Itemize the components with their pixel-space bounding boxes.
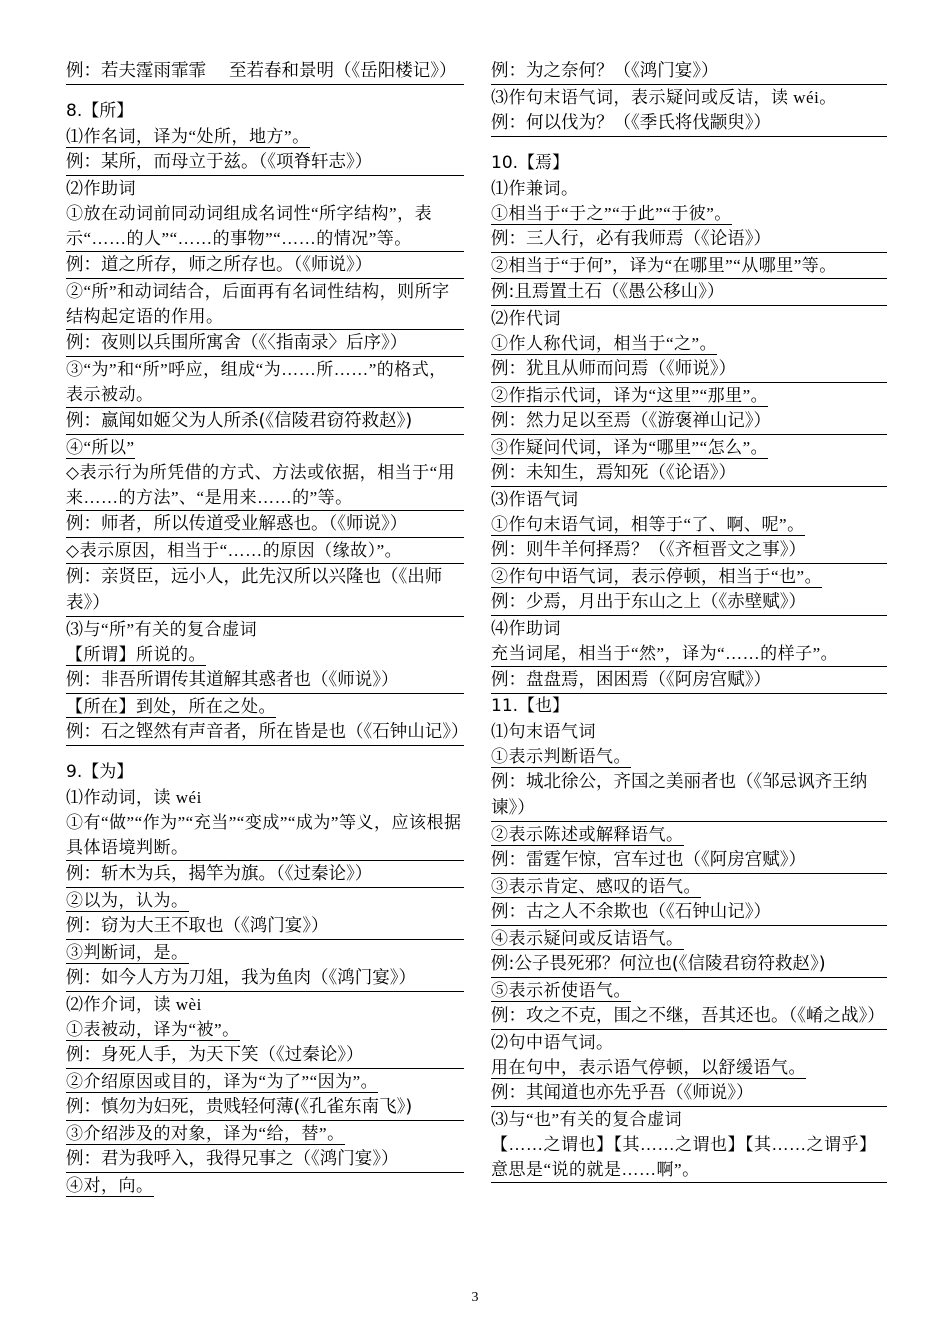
page-number: 3 — [471, 1290, 479, 1305]
underlined-text: ④“所以” — [66, 438, 135, 457]
example-line: 例：犹且从师而问焉（《师说》） — [491, 356, 887, 383]
underlined-text: ⑤表示祈使语气。 — [491, 981, 631, 1000]
example-line: 例：君为我呼入，我得兄事之（《鸿门宴》） — [66, 1146, 464, 1173]
underlined-text: ③表示肯定、感叹的语气。 — [491, 877, 701, 896]
example-line: 例:公子畏死邪？何泣也(《信陵君窃符救赵》) — [491, 951, 887, 978]
definition-line: 【……之谓也】【其……之谓也】【其……之谓乎】意思是“说的就是……啊”。 — [491, 1132, 887, 1183]
definition-line — [66, 694, 464, 719]
definition-line — [491, 201, 887, 226]
example-line: 例：窃为大王不取也（《鸿门宴》） — [66, 913, 464, 940]
definition-line — [491, 383, 887, 408]
underlined-text: 【所谓】所说的。 — [66, 645, 206, 664]
definition-line — [66, 1173, 464, 1198]
example-line: 例：雷霆乍惊，宫车过也（《阿房宫赋》） — [491, 847, 887, 874]
text-line: ⑵句中语气词。 — [491, 1033, 614, 1052]
definition-line: ◇表示行为所凭借的方式、方法或依据，相当于“用来……的方法”、“是用来……的”等。 — [66, 460, 464, 511]
definition-line — [491, 978, 887, 1003]
definition-line — [66, 642, 464, 667]
underlined-text: ①相当于“于之”“于此”“于彼”。 — [491, 204, 732, 223]
definition-line: ②相当于“于何”，译为“在哪里”“从哪里”等。 — [491, 253, 887, 279]
example-line: 例：何以伐为？（《季氏将伐颛臾》） — [491, 110, 887, 137]
text-line: ⑶作语气词 — [491, 490, 579, 509]
definition-line: ①有“做”“作为”“充当”“变成”“成为”等义，应该根据具体语境判断。 — [66, 810, 464, 861]
definition-line — [66, 888, 464, 913]
underlined-text: ②介绍原因或目的，译为“为了”“因为”。 — [66, 1072, 379, 1091]
definition-line — [66, 1121, 464, 1146]
underlined-text: ①作句末语气词，相等于“了、啊、呢”。 — [491, 515, 805, 534]
example-line: 例：非吾所谓传其道解其惑者也（《师说》） — [66, 667, 464, 694]
definition-line — [66, 124, 464, 149]
definition-line — [66, 940, 464, 965]
definition-line — [491, 564, 887, 589]
text-line: ⑶与“所”有关的复合虚词 — [66, 620, 258, 639]
underlined-text: 用在句中，表示语气停顿，以舒缓语气。 — [491, 1058, 806, 1077]
example-line: 例：其闻道也亦先乎吾（《师说》） — [491, 1080, 887, 1107]
example-line: 例：城北徐公，齐国之美丽者也（《邹忌讽齐王纳谏》） — [491, 769, 887, 822]
text-line: ⑶与“也”有关的复合虚词 — [491, 1110, 683, 1129]
example-line: 例：未知生，焉知死（《论语》） — [491, 460, 887, 487]
underlined-text: ③作疑问代词，译为“哪里”“怎么”。 — [491, 438, 769, 457]
underlined-text: ①表被动，译为“被”。 — [66, 1020, 240, 1039]
left-column — [66, 58, 469, 1198]
definition-line — [66, 1069, 464, 1094]
example-line: 例：身死人手，为天下笑（《过秦论》） — [66, 1042, 464, 1069]
underlined-text: ⑴作名词，译为“处所，地方”。 — [66, 127, 310, 146]
definition-line: 充当词尾，相当于“然”，译为“……的样子”。 — [491, 641, 887, 667]
underlined-text: ②作句中语气词，表示停顿，相当于“也”。 — [491, 567, 823, 586]
example-line: 例：则牛羊何择焉？（《齐桓晋文之事》） — [491, 537, 887, 564]
underlined-text: ①作人称代词，相当于“之”。 — [491, 334, 718, 353]
example-line: 例：若夫霪雨霏霏 至若春和景明（《岳阳楼记》） — [66, 58, 464, 85]
underlined-text: ②作指示代词，译为“这里”“那里”。 — [491, 386, 769, 405]
example-line: 例：少焉，月出于东山之上（《赤壁赋》） — [491, 589, 887, 616]
entry-heading: 11.【也】 — [491, 696, 570, 716]
entry-heading: 10.【焉】 — [491, 153, 570, 173]
definition-line — [491, 874, 887, 899]
definition-line: ①放在动词前同动词组成名词性“所字结构”，表示“……的人”“……的事物”“……的情况”等。 — [66, 201, 464, 252]
definition-line — [66, 435, 464, 460]
example-line: 例：盘盘焉，困困焉（《阿房宫赋》） — [491, 667, 887, 694]
example-line: 例：攻之不克，围之不继，吾其还也。（《崤之战》） — [491, 1003, 887, 1030]
definition-line — [491, 744, 887, 769]
text-line: ⑴句末语气词 — [491, 722, 596, 741]
example-line: 例：某所，而母立于兹。（《项脊轩志》） — [66, 149, 464, 176]
example-line: 例：古之人不余欺也（《石钟山记》） — [491, 899, 887, 926]
text-line: ⑷作助词 — [491, 619, 561, 638]
text-line: ⑶作句末语气词，表示疑问或反诘，读 wéi。 — [491, 88, 837, 107]
example-line: 例：如今人方为刀俎，我为鱼肉（《鸿门宴》） — [66, 965, 464, 992]
example-line: 例：三人行，必有我师焉（《论语》） — [491, 226, 887, 253]
definition-line — [491, 926, 887, 951]
example-line: 例：为之奈何？（《鸿门宴》） — [491, 58, 887, 85]
underlined-text: ①表示判断语气。 — [491, 747, 631, 766]
definition-line — [491, 435, 887, 460]
text-line: ⑵作代词 — [491, 309, 561, 328]
example-line: 例:且焉置土石（《愚公移山》） — [491, 279, 887, 306]
definition-line — [491, 512, 887, 537]
example-line: 例：石之铿然有声音者，所在皆是也（《石钟山记》） — [66, 719, 464, 746]
text-line: ⑵作助词 — [66, 179, 136, 198]
example-line: 例：亲贤臣，远小人，此先汉所以兴隆也（《出师表》） — [66, 564, 464, 617]
definition-line — [491, 1055, 887, 1080]
underlined-text: 【所在】到处，所在之处。 — [66, 697, 276, 716]
underlined-text: ④表示疑问或反诘语气。 — [491, 929, 684, 948]
example-line: 例：道之所存，师之所存也。（《师说》） — [66, 252, 464, 279]
definition-line — [491, 822, 887, 847]
definition-line — [66, 1017, 464, 1042]
example-line: 例：然力足以至焉（《游褒禅山记》） — [491, 408, 887, 435]
underlined-text: ③判断词，是。 — [66, 943, 189, 962]
entry-heading: 9.【为】 — [66, 762, 134, 782]
example-line: 例：师者，所以传道受业解惑也。（《师说》） — [66, 511, 464, 538]
underlined-text: ②以为，认为。 — [66, 891, 189, 910]
example-line: 例：嬴闻如姬父为人所杀(《信陵君窃符救赵》) — [66, 408, 464, 435]
underlined-text: ②表示陈述或解释语气。 — [491, 825, 684, 844]
definition-line: ②“所”和动词结合，后面再有名词性结构，则所字结构起定语的作用。 — [66, 279, 464, 330]
right-column — [491, 58, 887, 1183]
text-line: ⑴作动词，读 wéi — [66, 788, 202, 807]
text-line: ⑴作兼词。 — [491, 179, 579, 198]
underlined-text: ③介绍涉及的对象，译为“给，替”。 — [66, 1124, 345, 1143]
example-line: 例：斩木为兵，揭竿为旗。（《过秦论》） — [66, 861, 464, 888]
definition-line: ③“为”和“所”呼应，组成“为……所……”的格式，表示被动。 — [66, 357, 464, 408]
definition-line: ◇表示原因，相当于“……的原因（缘故）”。 — [66, 538, 464, 564]
entry-heading: 8.【所】 — [66, 101, 134, 121]
example-line: 例：慎勿为妇死，贵贱轻何薄(《孔雀东南飞》) — [66, 1094, 464, 1121]
example-line: 例：夜则以兵围所寓舍（《〈指南录〉后序》） — [66, 330, 464, 357]
definition-line — [491, 331, 887, 356]
text-line: ⑵作介词，读 wèi — [66, 995, 202, 1014]
underlined-text: ④对，向。 — [66, 1176, 154, 1195]
